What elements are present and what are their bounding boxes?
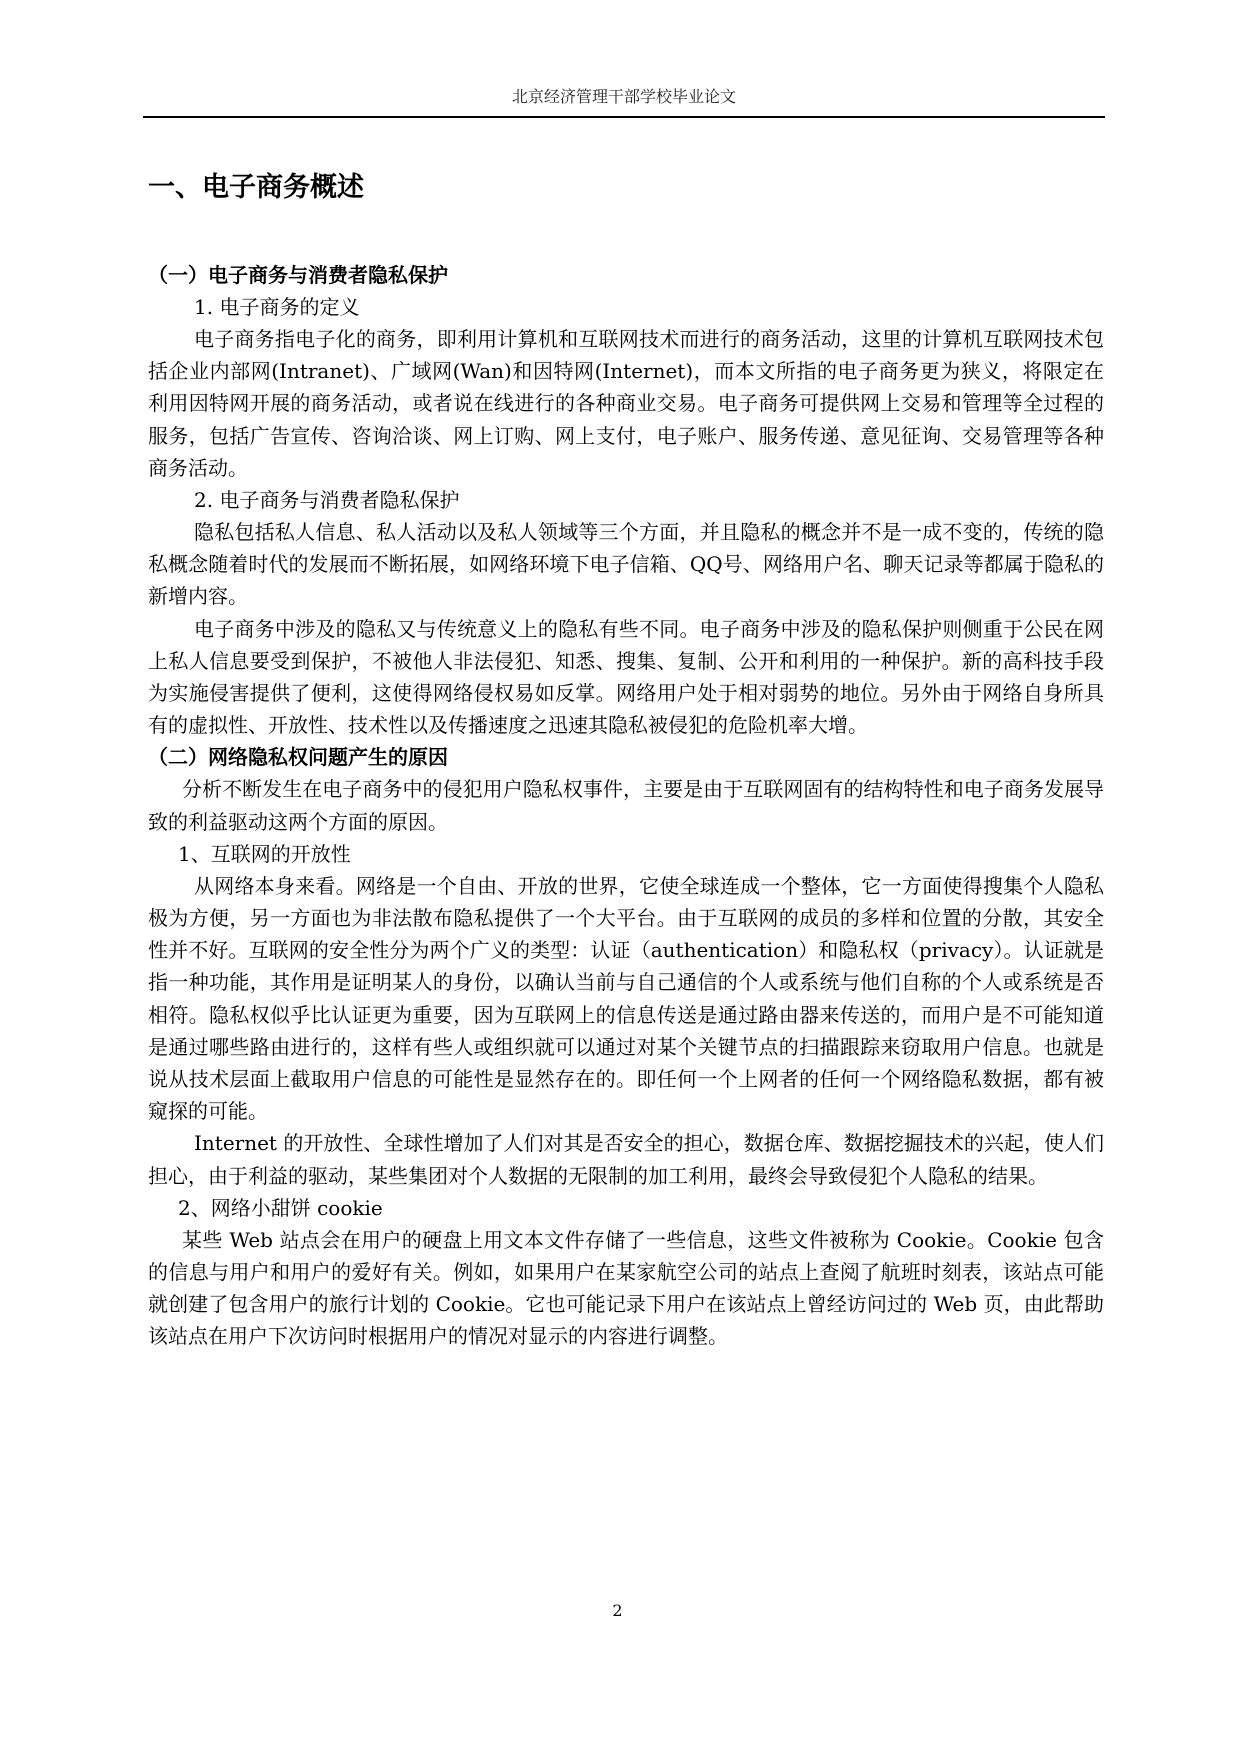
subsection-title: 2、网络小甜饼 cookie [178,1195,383,1220]
section-title: （一）电子商务与消费者隐私保护 [148,263,448,287]
subsection-title: 2. 电子商务与消费者隐私保护 [194,488,460,513]
section-title: （二）网络隐私权问题产生的原因 [148,745,448,770]
document-body [148,170,1104,1353]
paragraph: 分析不断发生在电子商务中的侵犯用户隐私权事件，主要是由于互联网固有的结构特性和电子商务发展导致的利益驱动这两个方面的原因。 [148,777,1104,834]
paragraph: 隐私包括私人信息、私人活动以及私人领域等三个方面，并且隐私的概念并不是一成不变的，传统的隐私概念随着时代的发展而不断拓展，如网络环境下电子信箱、QQ号、网络用户名、聊天记录等都属于隐私的新增内容。 [148,520,1104,609]
subsection-title: 1. 电子商务的定义 [194,295,360,319]
header-title: 北京经济管理干部学校毕业论文 [511,87,736,106]
paragraph: 某些 Web 站点会在用户的硬盘上用文本文件存储了一些信息，这些文件被称为 Cookie。Cookie 包含的信息与用户和用户的爱好有关。例如，如果用户在某家航空公司的站点上查阅了航班时刻表，该站点可能就创建了包含用户的旅行计划的 Cookie。它也可能记录下用户在该站点上曾经访问过的 Web 页，由此帮助该站点在用户下次访问时根据用户的情况对显示的内容进行调整。 [148,1227,1104,1349]
chapter-title: 一、电子商务概述 [148,172,364,203]
page-header [143,86,1105,118]
paragraph: 电子商务指电子化的商务，即利用计算机和互联网技术而进行的商务活动，这里的计算机互联网技术包括企业内部网(Intranet)、广域网(Wan)和因特网(Internet)，而本文所指的电子商务更为狭义，将限定在利用因特网开展的商务活动，或者说在线进行的各种商业交易。电子商务可提供网上交易和管理等全过程的服务，包括广告宣传、咨询洽谈、网上订购、网上支付，电子账户、服务传递、意见征询、交易管理等各种商务活动。 [148,327,1104,480]
paragraph: 电子商务中涉及的隐私又与传统意义上的隐私有些不同。电子商务中涉及的隐私保护则侧重于公民在网上私人信息要受到保护，不被他人非法侵犯、知悉、搜集、复制、公开和利用的一种保护。新的高科技手段为实施侵害提供了便利，这使得网络侵权易如反掌。网络用户处于相对弱势的地位。另外由于网络自身所具有的虚拟性、开放性、技术性以及传播速度之迅速其隐私被侵犯的危险机率大增。 [148,616,1104,738]
paragraph: Internet 的开放性、全球性增加了人们对其是否安全的担心，数据仓库、数据挖掘技术的兴起，使人们担心，由于利益的驱动，某些集团对个人数据的无限制的加工利用，最终会导致侵犯个人隐私的结果。 [148,1131,1104,1188]
page-number: 2 [612,1601,623,1620]
paragraph: 从网络本身来看。网络是一个自由、开放的世界，它使全球连成一个整体，它一方面使得搜集个人隐私极为方便，另一方面也为非法散布隐私提供了一个大平台。由于互联网的成员的多样和位置的分散，其安全性并不好。互联网的安全性分为两个广义的类型：认证（authentication）和隐私权（privacy）。认证就是指一种功能，其作用是证明某人的身份，以确认当前与自己通信的个人或系统与他们自称的个人或系统是否相符。隐私权似乎比认证更为重要，因为互联网上的信息传送是通过路由器来传送的，而用户是不可能知道是通过哪些路由进行的，这样有些人或组织就可以通过对某个关键节点的扫描跟踪来窃取用户信息。也就是说从技术层面上截取用户信息的可能性是显然存在的。即任何一个上网者的任何一个网络隐私数据，都有被窥探的可能。 [148,873,1104,1124]
subsection-title: 1、互联网的开放性 [178,841,351,866]
